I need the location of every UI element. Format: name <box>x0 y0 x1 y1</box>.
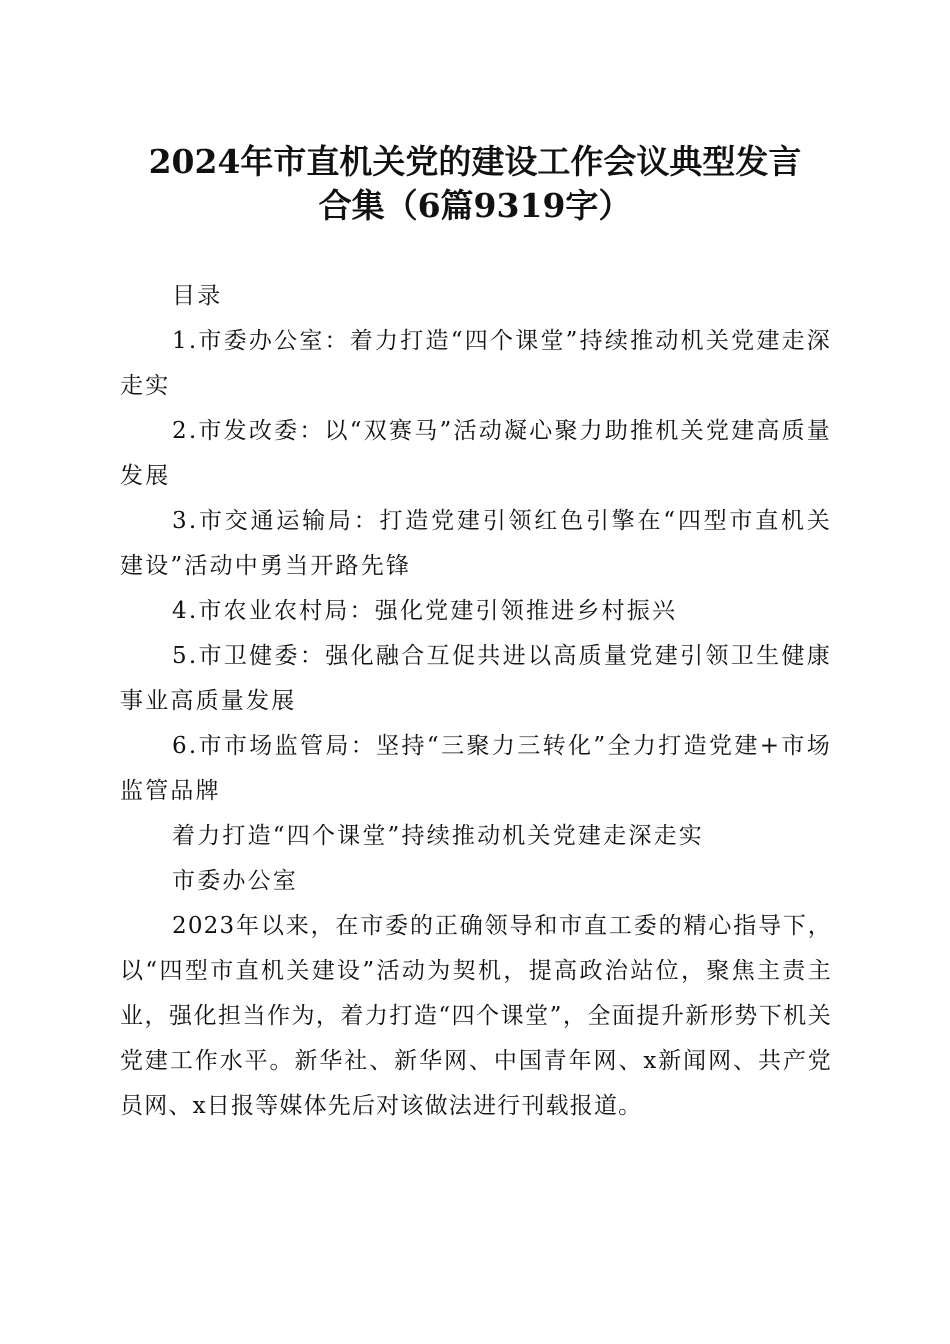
toc-item-3: 3.市交通运输局：打造党建引领红色引擎在“四型市直机关建设”活动中勇当开路先锋 <box>120 508 832 579</box>
section-author: 市委办公室 <box>172 868 298 894</box>
toc-item-2: 2.市发改委：以“双赛马”活动凝心聚力助推机关党建高质量发展 <box>120 418 832 489</box>
document-title-line-2: 合集（6篇9319字） <box>318 186 632 225</box>
body-paragraph-1: 2023年以来，在市委的正确领导和市直工委的精心指导下，以“四型市直机关建设”活动为契机，提高政治站位，聚焦主责主业，强化担当作为，着力打造“四个课堂”，全面提升新形势下机关党建工作水平。新华社、新华网、中国青年网、x新闻网、共产党员网、x日报等媒体先后对该做法进行刊载报道。 <box>120 913 832 1119</box>
document-title-line-1: 2024年市直机关党的建设工作会议典型发言 <box>148 142 802 181</box>
document-body <box>120 274 832 1129</box>
toc-item-1: 1.市委办公室：着力打造“四个课堂”持续推动机关党建走深走实 <box>120 328 832 399</box>
toc-heading: 目录 <box>172 283 223 309</box>
toc-item-6: 6.市市场监管局：坚持“三聚力三转化”全力打造党建+市场监管品牌 <box>120 733 832 804</box>
section-title: 着力打造“四个课堂”持续推动机关党建走深走实 <box>172 823 704 849</box>
toc-item-4: 4.市农业农村局：强化党建引领推进乡村振兴 <box>172 598 678 624</box>
toc-item-5: 5.市卫健委：强化融合互促共进以高质量党建引领卫生健康事业高质量发展 <box>120 643 832 714</box>
